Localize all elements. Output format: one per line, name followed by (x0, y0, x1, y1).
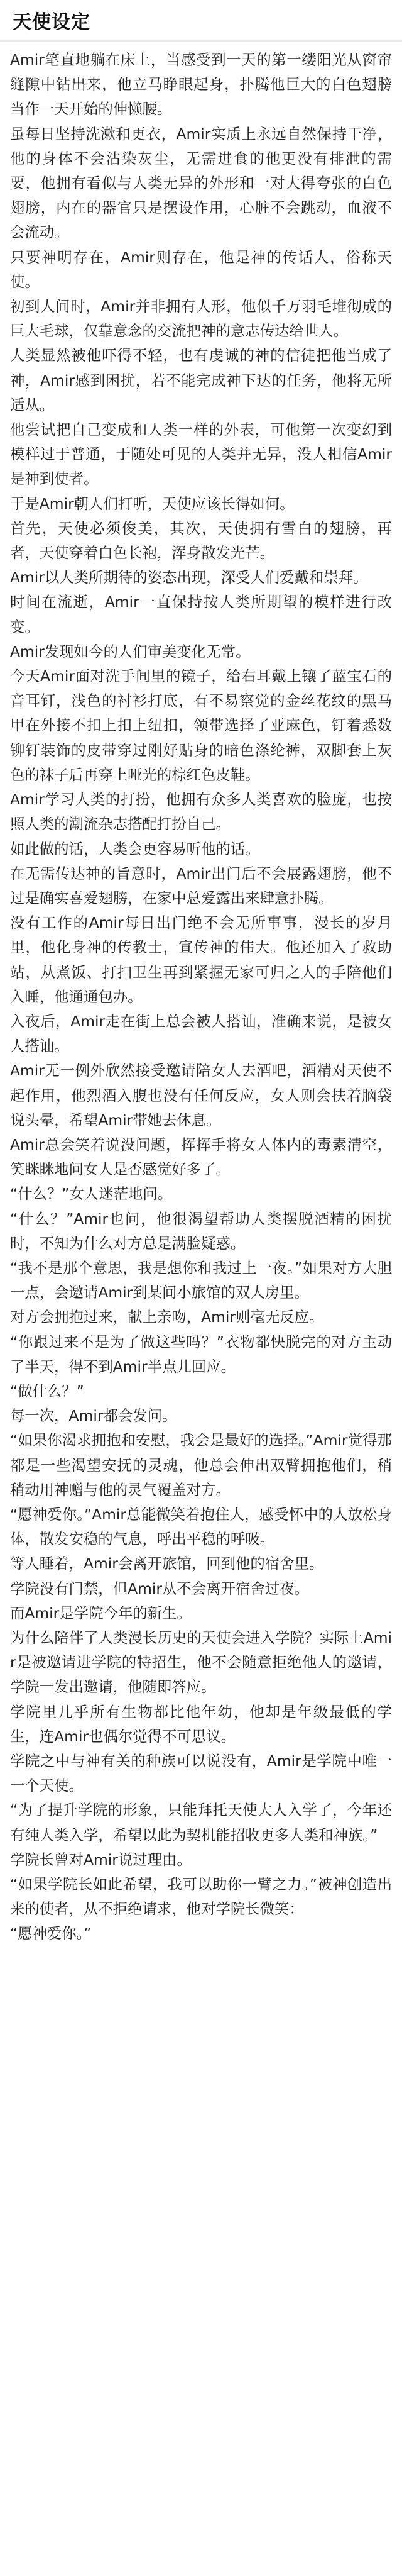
paragraph: Amir笔直地躺在床上，当感受到一天的第一缕阳光从窗帘缝隙中钻出来，他立马睁眼起身，扑腾他巨大的白色翅膀当作一天开始的伸懒腰。 (10, 51, 392, 118)
paragraph: 学院长曾对Amir说过理由。 (10, 1850, 192, 1868)
paragraph: 初到人间时，Amir并非拥有人形，他似千万羽毛堆彻成的巨大毛球，仅靠意念的交流把神的意志传达给世人。 (10, 297, 392, 340)
paragraph: 每一次，Amir都会发问。 (10, 1407, 177, 1425)
paragraph: 入夜后，Amir走在街上总会被人搭讪，准确来说，是被女人搭讪。 (10, 1012, 392, 1055)
paragraph: 首先，天使必须俊美，其次，天使拥有雪白的翅膀，再者，天使穿着白色长袍，浑身散发光芒。 (10, 519, 392, 562)
paragraph: “愿神爱你。”Amir总能微笑着抱住人，感受怀中的人放松身体，散发安稳的气息，呼出平稳的呼吸。 (10, 1505, 392, 1548)
paragraph: 没有工作的Amir每日出门绝不会无所事事，漫长的岁月里，他化身神的传教士，宣传神的伟大。他还加入了救助站，从煮饭、打扫卫生再到紧握无家可归之人的手陪他们入睡，他通通包办。 (10, 914, 392, 1006)
paragraph: 他尝试把自己变成和人类一样的外表，可他第一次变幻到模样过于普通，于随处可见的人类并无异，没人相信Amir是神到使者。 (10, 421, 392, 488)
paragraph: 时间在流逝，Amir一直保持按人类所期望的模样进行改变。 (10, 593, 392, 636)
page-title: 天使设定 (13, 11, 90, 33)
title-bar (0, 0, 402, 42)
paragraph: 为什么陪伴了人类漫长历史的天使会进入学院？实际上Amir是被邀请进学院的特招生，他不会随意拒绝他人的邀请，学院一发出邀请，他随即答应。 (10, 1629, 392, 1696)
paragraph: 在无需传达神的旨意时，Amir出门后不会展露翅膀，他不过是确实喜爱翅膀，在家中总爱露出来肆意扑腾。 (10, 864, 392, 907)
paragraph: “做什么？” (10, 1382, 84, 1400)
paragraph: 而Amir是学院今年的新生。 (10, 1604, 192, 1622)
paragraph: “我不是那个意思，我是想你和我过上一夜。”如果对方大胆一点，会邀请Amir到某间小旅馆的双人房里。 (10, 1258, 392, 1302)
paragraph: “如果学院长如此希望，我可以助你一臂之力。”被神创造出来的使者，从不拒绝请求，他对学院长微笑： (10, 1875, 392, 1918)
paragraph: 等人睡着，Amir会离开旅馆，回到他的宿舍里。 (10, 1555, 324, 1573)
paragraph: Amir发现如今的人们审美变化无常。 (10, 642, 251, 660)
paragraph: 如此做的话，人类会更容易听他的话。 (10, 840, 260, 858)
paragraph: “你跟过来不是为了做这些吗？”衣物都快脱完的对方主动了半天，得不到Amir半点儿回应。 (10, 1333, 392, 1375)
paragraph: 学院之中与神有关的种族可以说没有，Amir是学院中唯一一个天使。 (10, 1752, 392, 1795)
paragraph: Amir学习人类的打扮，他拥有众多人类喜欢的脸庞，也按照人类的潮流杂志搭配打扮自己。 (10, 791, 392, 833)
paragraph: “什么？”女人迷茫地问。 (10, 1185, 173, 1203)
paragraph: 对方会拥抱过来，献上亲吻，Amir则毫无反应。 (10, 1308, 324, 1326)
paragraph: “如果你渴求拥抱和安慰，我会是最好的选择。”Amir觉得那都是一些渴望安抚的灵魂，他总会伸出双臂拥抱他们，稍稍动用神赠与他的灵气覆盖对方。 (10, 1431, 392, 1499)
paragraph: “愿神爱你。” (10, 1924, 92, 1943)
paragraph: 学院里几乎所有生物都比他年幼，他却是年级最低的学生，连Amir也偶尔觉得不可思议。 (10, 1702, 392, 1745)
paragraph: 今天Amir面对洗手间里的镜子，给右耳戴上镶了蓝宝石的音耳钉，浅色的衬衫打底，有不易察觉的金丝花纹的黑马甲在外接不扣上扣上纽扣，领带选择了亚麻色，钉着悉数铆钉装饰的皮带穿过刚好贴身的暗色涤纶裤，双脚套上灰色的袜子后再穿上哑光的棕红色皮鞋。 (10, 667, 392, 784)
paragraph: Amir无一例外欣然接受邀请陪女人去酒吧，酒精对天使不起作用，他烈酒入腹也没有任何反应，女人则会扶着脑袋说头晕，希望Amir带她去休息。 (10, 1062, 392, 1129)
paragraph: Amir以人类所期待的姿态出现，深受人们爱戴和崇拜。 (10, 569, 368, 587)
paragraph: “什么？”Amir也问，他很渴望帮助人类摆脱酒精的困扰时，不知为什么对方总是满脸疑惑。 (10, 1209, 392, 1252)
paragraph: “为了提升学院的形象，只能拜托天使大人入学了，今年还有纯人类入学，希望以此为契机能招收更多人类和神族。” (10, 1801, 392, 1844)
paragraph: 于是Amir朝人们打听，天使应该长得如何。 (10, 494, 295, 513)
paragraph: 只要神明存在，Amir则存在，他是神的传话人，俗称天使。 (10, 248, 392, 291)
paragraph: 学院没有门禁，但Amir从不会离开宿舍过夜。 (10, 1579, 309, 1597)
paragraph: 人类显然被他吓得不轻，也有虔诚的神的信徒把他当成了神，Amir感到困扰，若不能完成神下达的任务，他将无所适从。 (10, 347, 392, 414)
article-body (0, 42, 402, 1946)
paragraph: 虽每日坚持洗漱和更衣，Amir实质上永远自然保持干净，他的身体不会沾染灰尘，无需进食的他更没有排泄的需要，他拥有看似与人类无异的外形和一对大得夸张的白色翅膀，内在的器官只是摆设作用，心脏不会跳动，血液不会流动。 (10, 125, 392, 242)
paragraph: Amir总会笑着说没问题，挥挥手将女人体内的毒素清空，笑眯眯地问女人是否感觉好多了。 (10, 1135, 392, 1179)
